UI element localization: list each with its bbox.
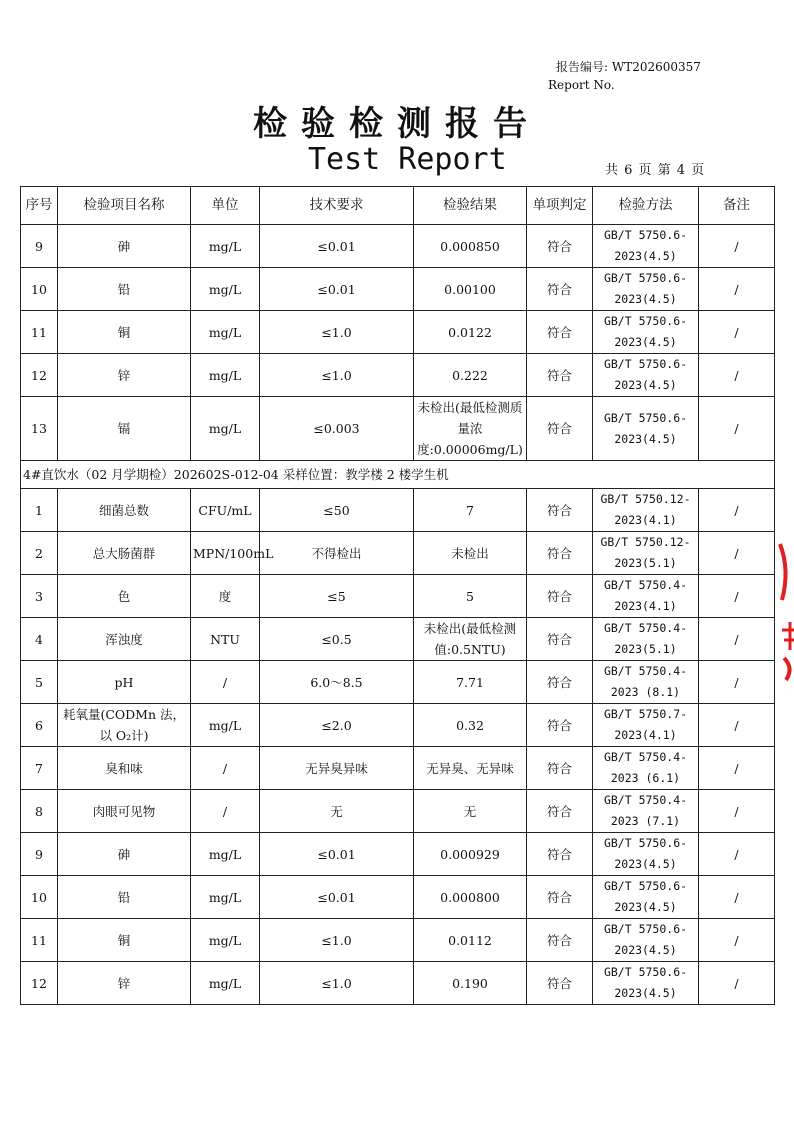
cell-method: GB/T 5750.6-2023(4.5) [593, 876, 699, 919]
cell-judgement: 符合 [527, 876, 593, 919]
cell-judgement: 符合 [527, 268, 593, 311]
cell-requirement: ≤5 [260, 575, 414, 618]
cell-note: / [699, 919, 775, 962]
cell-note: / [699, 790, 775, 833]
cell-note: / [699, 575, 775, 618]
cell-result: 0.222 [414, 354, 527, 397]
table-header-row [21, 187, 775, 225]
cell-row-no: 2 [21, 532, 58, 575]
cell-requirement: 6.0～8.5 [260, 661, 414, 704]
col-header-result: 检验结果 [414, 187, 527, 225]
cell-judgement: 符合 [527, 962, 593, 1005]
cell-judgement: 符合 [527, 661, 593, 704]
cell-method: GB/T 5750.12-2023(5.1) [593, 532, 699, 575]
cell-unit: mg/L [191, 225, 260, 268]
stamp-arc-top [780, 544, 786, 600]
cell-method: GB/T 5750.4-2023 (7.1) [593, 790, 699, 833]
cell-method: GB/T 5750.7-2023(4.1) [593, 704, 699, 747]
cell-row-no: 10 [21, 268, 58, 311]
cell-method: GB/T 5750.4-2023(5.1) [593, 618, 699, 661]
cell-item-name: 砷 [58, 225, 191, 268]
red-seal-stamp [776, 540, 794, 690]
cell-row-no: 4 [21, 618, 58, 661]
table-row [21, 747, 775, 790]
cell-requirement: 无异臭异味 [260, 747, 414, 790]
cell-item-name: 铜 [58, 311, 191, 354]
cell-method: GB/T 5750.4-2023(4.1) [593, 575, 699, 618]
cell-requirement: ≤0.5 [260, 618, 414, 661]
cell-unit: / [191, 661, 260, 704]
cell-row-no: 5 [21, 661, 58, 704]
cell-judgement: 符合 [527, 747, 593, 790]
cell-item-name: 细菌总数 [58, 489, 191, 532]
cell-unit: 度 [191, 575, 260, 618]
cell-unit: mg/L [191, 311, 260, 354]
table-row [21, 268, 775, 311]
section-row [21, 461, 775, 489]
cell-item-name: 肉眼可见物 [58, 790, 191, 833]
cell-note: / [699, 268, 775, 311]
cell-note: / [699, 618, 775, 661]
cell-row-no: 8 [21, 790, 58, 833]
cell-note: / [699, 532, 775, 575]
cell-row-no: 6 [21, 704, 58, 747]
section-title: 4#直饮水（02 月学期检）202602S-012-04 采样位置：教学楼 2 楼学生机 [21, 461, 775, 489]
col-header-unit: 单位 [191, 187, 260, 225]
cell-requirement: ≤0.01 [260, 876, 414, 919]
cell-item-name: 铅 [58, 876, 191, 919]
cell-unit: CFU/mL [191, 489, 260, 532]
cell-unit: mg/L [191, 833, 260, 876]
table-row [21, 833, 775, 876]
cell-judgement: 符合 [527, 575, 593, 618]
cell-method: GB/T 5750.6-2023(4.5) [593, 833, 699, 876]
table-row [21, 489, 775, 532]
cell-method: GB/T 5750.6-2023(4.5) [593, 311, 699, 354]
cell-item-name: pH [58, 661, 191, 704]
cell-unit: MPN/100mL [191, 532, 260, 575]
results-table [20, 186, 775, 1005]
table-row [21, 225, 775, 268]
cell-result: 7.71 [414, 661, 527, 704]
cell-note: / [699, 225, 775, 268]
cell-unit: mg/L [191, 919, 260, 962]
cell-requirement: ≤0.01 [260, 268, 414, 311]
cell-judgement: 符合 [527, 397, 593, 461]
cell-note: / [699, 311, 775, 354]
cell-result: 无异臭、无异味 [414, 747, 527, 790]
cell-row-no: 7 [21, 747, 58, 790]
cell-note: / [699, 354, 775, 397]
cell-requirement: ≤2.0 [260, 704, 414, 747]
stamp-arc-bottom [784, 658, 790, 680]
cell-item-name: 浑浊度 [58, 618, 191, 661]
cell-judgement: 符合 [527, 532, 593, 575]
table-row [21, 661, 775, 704]
cell-row-no: 11 [21, 311, 58, 354]
cell-result: 未检出(最低检测值:0.5NTU) [414, 618, 527, 661]
cell-requirement: ≤0.01 [260, 225, 414, 268]
cell-item-name: 砷 [58, 833, 191, 876]
cell-result: 5 [414, 575, 527, 618]
cell-result: 0.000850 [414, 225, 527, 268]
cell-note: / [699, 833, 775, 876]
cell-requirement: ≤1.0 [260, 919, 414, 962]
cell-judgement: 符合 [527, 833, 593, 876]
table-row [21, 790, 775, 833]
cell-requirement: 不得检出 [260, 532, 414, 575]
col-header-no: 序号 [21, 187, 58, 225]
table-row [21, 876, 775, 919]
table-row [21, 962, 775, 1005]
cell-unit: / [191, 790, 260, 833]
table-row [21, 575, 775, 618]
cell-row-no: 12 [21, 962, 58, 1005]
cell-judgement: 符合 [527, 489, 593, 532]
report-number-cn: 报告编号: WT202600357 [556, 60, 701, 74]
report-title-en: Test Report [308, 142, 507, 177]
cell-row-no: 11 [21, 919, 58, 962]
cell-result: 无 [414, 790, 527, 833]
cell-requirement: ≤0.01 [260, 833, 414, 876]
cell-method: GB/T 5750.6-2023(4.5) [593, 354, 699, 397]
cell-judgement: 符合 [527, 790, 593, 833]
col-header-item: 检验项目名称 [58, 187, 191, 225]
cell-result: 未检出 [414, 532, 527, 575]
cell-method: GB/T 5750.6-2023(4.5) [593, 919, 699, 962]
cell-unit: mg/L [191, 268, 260, 311]
cell-requirement: 无 [260, 790, 414, 833]
cell-result: 7 [414, 489, 527, 532]
cell-unit: mg/L [191, 354, 260, 397]
col-header-note: 备注 [699, 187, 775, 225]
cell-row-no: 3 [21, 575, 58, 618]
cell-row-no: 13 [21, 397, 58, 461]
cell-note: / [699, 397, 775, 461]
cell-requirement: ≤0.003 [260, 397, 414, 461]
cell-item-name: 色 [58, 575, 191, 618]
cell-unit: NTU [191, 618, 260, 661]
cell-result: 0.00100 [414, 268, 527, 311]
cell-method: GB/T 5750.6-2023(4.5) [593, 225, 699, 268]
cell-note: / [699, 962, 775, 1005]
cell-judgement: 符合 [527, 704, 593, 747]
cell-item-name: 铜 [58, 919, 191, 962]
cell-item-name: 铅 [58, 268, 191, 311]
table-row [21, 704, 775, 747]
cell-result: 0.190 [414, 962, 527, 1005]
cell-unit: mg/L [191, 397, 260, 461]
cell-result: 0.000800 [414, 876, 527, 919]
cell-unit: mg/L [191, 962, 260, 1005]
cell-result: 0.000929 [414, 833, 527, 876]
cell-unit: mg/L [191, 704, 260, 747]
report-number [548, 58, 701, 94]
table-row [21, 311, 775, 354]
cell-row-no: 9 [21, 833, 58, 876]
col-header-method: 检验方法 [593, 187, 699, 225]
table-row [21, 919, 775, 962]
report-title-cn: 检验检测报告 [253, 104, 541, 144]
cell-item-name: 镉 [58, 397, 191, 461]
table-row [21, 618, 775, 661]
cell-judgement: 符合 [527, 311, 593, 354]
cell-row-no: 12 [21, 354, 58, 397]
stamp-glyph [782, 622, 794, 650]
cell-note: / [699, 876, 775, 919]
cell-note: / [699, 489, 775, 532]
cell-requirement: ≤50 [260, 489, 414, 532]
cell-item-name: 耗氧量(CODMn 法，以 O₂计) [58, 704, 191, 747]
cell-unit: mg/L [191, 876, 260, 919]
cell-unit: / [191, 747, 260, 790]
cell-method: GB/T 5750.4-2023 (6.1) [593, 747, 699, 790]
cell-method: GB/T 5750.6-2023(4.5) [593, 397, 699, 461]
table-row [21, 354, 775, 397]
cell-judgement: 符合 [527, 919, 593, 962]
cell-result: 0.32 [414, 704, 527, 747]
cell-judgement: 符合 [527, 225, 593, 268]
cell-judgement: 符合 [527, 354, 593, 397]
cell-method: GB/T 5750.12-2023(4.1) [593, 489, 699, 532]
cell-method: GB/T 5750.6-2023(4.5) [593, 268, 699, 311]
cell-item-name: 锌 [58, 354, 191, 397]
cell-note: / [699, 661, 775, 704]
cell-method: GB/T 5750.6-2023(4.5) [593, 962, 699, 1005]
page-count: 共 6 页 第 4 页 [605, 163, 706, 178]
cell-requirement: ≤1.0 [260, 962, 414, 1005]
cell-result: 0.0122 [414, 311, 527, 354]
cell-judgement: 符合 [527, 618, 593, 661]
cell-item-name: 总大肠菌群 [58, 532, 191, 575]
cell-note: / [699, 704, 775, 747]
report-number-en: Report No. [548, 78, 615, 92]
cell-row-no: 10 [21, 876, 58, 919]
cell-result: 未检出(最低检测质量浓度:0.00006mg/L) [414, 397, 527, 461]
cell-item-name: 锌 [58, 962, 191, 1005]
cell-row-no: 9 [21, 225, 58, 268]
table-row [21, 532, 775, 575]
cell-requirement: ≤1.0 [260, 311, 414, 354]
table-row [21, 397, 775, 461]
col-header-judgement: 单项判定 [527, 187, 593, 225]
col-header-requirement: 技术要求 [260, 187, 414, 225]
cell-row-no: 1 [21, 489, 58, 532]
cell-result: 0.0112 [414, 919, 527, 962]
cell-item-name: 臭和味 [58, 747, 191, 790]
cell-note: / [699, 747, 775, 790]
cell-method: GB/T 5750.4-2023 (8.1) [593, 661, 699, 704]
cell-requirement: ≤1.0 [260, 354, 414, 397]
